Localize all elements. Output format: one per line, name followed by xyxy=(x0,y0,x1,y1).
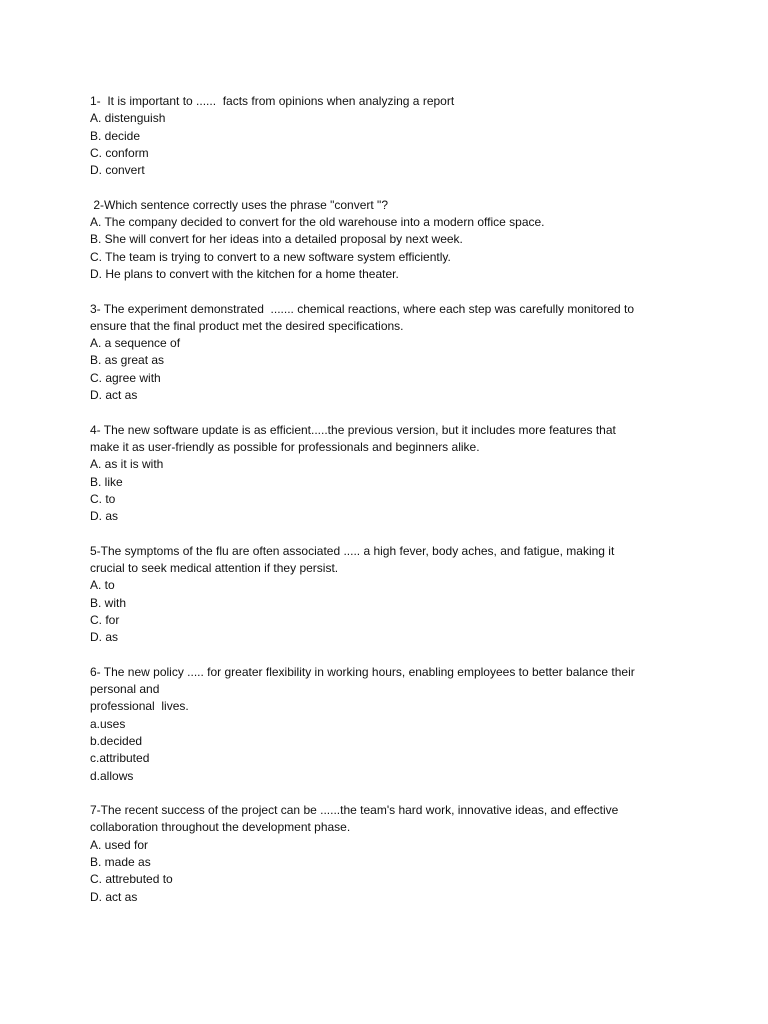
answer-option: A. distenguish xyxy=(90,111,166,126)
answer-option: C. to xyxy=(90,491,116,506)
question-stem: personal and xyxy=(90,682,160,697)
question-stem: 5-The symptoms of the flu are often associated ..... a high fever, body aches, and fatigue, making it xyxy=(90,543,615,558)
answer-option: C. for xyxy=(90,612,120,627)
answer-option: d.allows xyxy=(90,768,134,783)
answer-option: a.uses xyxy=(90,716,126,731)
question-stem: make it as user-friendly as possible for professionals and beginners alike. xyxy=(90,439,480,454)
question-1 xyxy=(90,93,690,179)
answer-option: B. like xyxy=(90,474,123,489)
question-stem: 4- The new software update is as efficient.....the previous version, but it includes more features that xyxy=(90,422,616,437)
answer-option: C. attrebuted to xyxy=(90,872,173,887)
question-2 xyxy=(90,197,690,283)
answer-option: D. as xyxy=(90,630,119,645)
answer-option: A. as it is with xyxy=(90,457,164,472)
answer-option: D. act as xyxy=(90,889,138,904)
answer-option: C. agree with xyxy=(90,370,161,385)
answer-option: c.attributed xyxy=(90,751,150,766)
answer-option: A. to xyxy=(90,578,115,593)
question-stem: crucial to seek medical attention if they persist. xyxy=(90,561,339,576)
question-stem: 2-Which sentence correctly uses the phrase "convert "? xyxy=(90,197,388,212)
answer-option: B. She will convert for her ideas into a detailed proposal by next week. xyxy=(90,232,463,247)
answer-option: B. decide xyxy=(90,128,141,143)
answer-option: A. used for xyxy=(90,837,149,852)
question-7 xyxy=(90,802,690,906)
question-3 xyxy=(90,301,690,405)
question-stem: professional lives. xyxy=(90,699,189,714)
answer-option: D. act as xyxy=(90,388,138,403)
answer-option: A. a sequence of xyxy=(90,336,181,351)
answer-option: D. He plans to convert with the kitchen for a home theater. xyxy=(90,266,399,281)
question-stem: 7-The recent success of the project can be ......the team's hard work, innovative ideas, and effective xyxy=(90,803,619,818)
answer-option: C. conform xyxy=(90,145,149,160)
answer-option: C. The team is trying to convert to a new software system efficiently. xyxy=(90,249,451,264)
answer-option: A. The company decided to convert for the old warehouse into a modern office space. xyxy=(90,215,545,230)
answer-option: B. with xyxy=(90,595,127,610)
question-stem: ensure that the final product met the desired specifications. xyxy=(90,318,404,333)
answer-option: D. convert xyxy=(90,163,145,178)
question-5 xyxy=(90,543,690,647)
answer-option: B. made as xyxy=(90,855,151,870)
question-stem: collaboration throughout the development phase. xyxy=(90,820,351,835)
question-stem: 6- The new policy ..... for greater flexibility in working hours, enabling employees to better balance their xyxy=(90,664,635,679)
question-4 xyxy=(90,422,690,526)
answer-option: D. as xyxy=(90,509,119,524)
answer-option: B. as great as xyxy=(90,353,165,368)
question-stem: 3- The experiment demonstrated ....... chemical reactions, where each step was carefully monitored to xyxy=(90,301,635,316)
question-6 xyxy=(90,664,690,785)
question-stem: 1- It is important to ...... facts from opinions when analyzing a report xyxy=(90,94,455,108)
answer-option: b.decided xyxy=(90,733,143,748)
quiz-document xyxy=(90,93,690,923)
